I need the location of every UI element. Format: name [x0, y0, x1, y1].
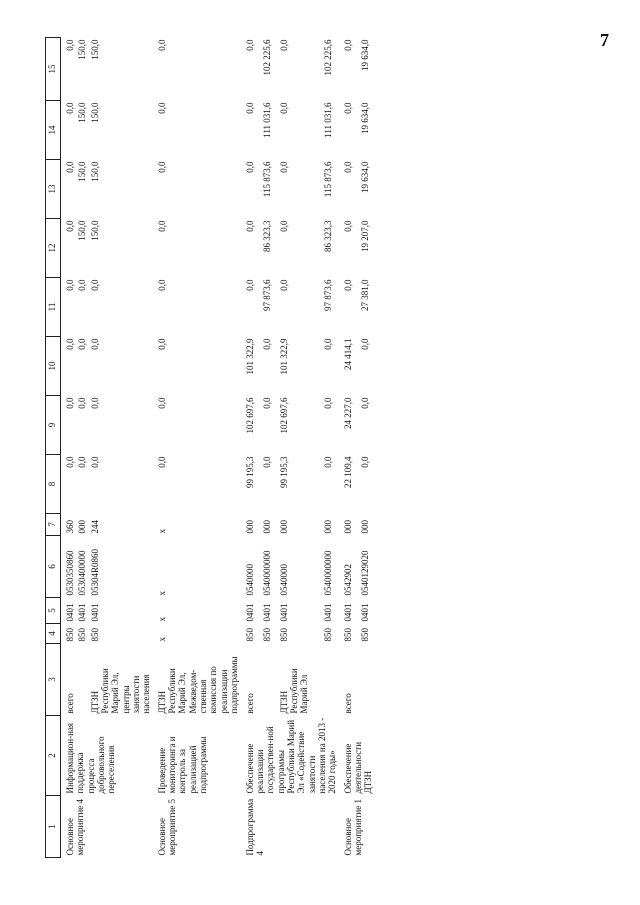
section-code-cell: 0401: [342, 603, 353, 622]
section-code-cell: 0401: [359, 603, 370, 622]
amount-cell: 0,0: [156, 397, 167, 409]
amount-cell: 27 381,0: [359, 279, 370, 311]
target-article-cell: 0530350860: [65, 550, 75, 596]
target-article-cell: 0530400000: [77, 550, 88, 596]
amount-cell: 0,0: [156, 161, 167, 173]
amount-cell: 0,0: [65, 161, 75, 173]
amount-cell: 0,0: [342, 102, 353, 114]
target-article-cell: х: [156, 591, 167, 596]
amount-cell: 150,0: [89, 220, 100, 241]
executor-cell: ДТЗН Республики Марий Эл: [278, 668, 310, 714]
table-body: [61, 38, 375, 858]
amount-cell: 0,0: [89, 456, 100, 468]
column-header-4: 4: [46, 624, 61, 644]
amount-cell: 150,0: [89, 39, 100, 60]
amount-cell: 97 873,6: [262, 279, 273, 311]
amount-cell: 0,0: [342, 161, 353, 173]
expense-type-cell: 000: [278, 520, 289, 534]
amount-cell: 150,0: [77, 102, 88, 123]
amount-cell: 0,0: [156, 220, 167, 232]
grbs-code-cell: 850: [262, 628, 273, 642]
grbs-code-cell: 850: [342, 628, 353, 642]
column-header-9: 9: [46, 396, 61, 455]
amount-cell: 150,0: [77, 39, 88, 60]
expense-type-cell: 000: [262, 520, 273, 534]
grbs-code-cell: 850: [89, 628, 100, 642]
amount-cell: 99 195,3: [244, 456, 255, 488]
grbs-code-cell: 850: [278, 628, 289, 642]
amount-cell: 0,0: [156, 456, 167, 468]
activity-type-cell: Основное мероприятие 4: [65, 799, 86, 856]
amount-cell: 19 634,0: [359, 102, 370, 134]
amount-cell: 0,0: [323, 456, 333, 468]
amount-cell: 111 031,6: [262, 102, 273, 138]
executor-cell: [359, 644, 375, 716]
amount-cell: 0,0: [156, 279, 167, 291]
amount-cell: 115 873,6: [262, 161, 273, 198]
amount-cell: 0,0: [65, 397, 75, 409]
amount-cell: 24 227,0: [342, 397, 353, 429]
amount-cell: 19 634,0: [359, 161, 370, 193]
column-header-3: 3: [46, 644, 61, 716]
amount-cell: 0,0: [65, 456, 75, 468]
amount-cell: 0,0: [89, 338, 100, 350]
amount-cell: 0,0: [156, 338, 167, 350]
target-article-cell: 0540000: [278, 564, 289, 596]
amount-cell: 150,0: [89, 102, 100, 123]
table-row: [61, 38, 77, 858]
activity-name-cell: Обеспечение реализации государствен-ной программы Республики Марий Эл «Содействие занятости населения на 2013 - 2020 годы»: [244, 717, 338, 794]
amount-cell: 115 873,6: [323, 161, 333, 198]
amount-cell: 102 697,6: [244, 397, 255, 434]
amount-cell: 111 031,6: [323, 102, 333, 138]
amount-cell: 24 414,1: [342, 338, 353, 370]
amount-cell: 0,0: [342, 39, 353, 51]
amount-cell: 102 225,6: [323, 39, 333, 76]
amount-cell: 0,0: [89, 279, 100, 291]
section-code-cell: х: [156, 617, 167, 622]
amount-cell: 0,0: [65, 220, 75, 232]
amount-cell: 0,0: [278, 39, 289, 51]
section-code-cell: 0401: [65, 603, 75, 622]
grbs-code-cell: х: [156, 637, 167, 642]
target-article-cell: 05304R0860: [89, 548, 100, 596]
expense-type-cell: 000: [342, 520, 353, 534]
amount-cell: 19 634,0: [359, 39, 370, 71]
column-header-5: 5: [46, 598, 61, 624]
target-article-cell: 0540000: [244, 564, 255, 596]
amount-cell: 99 195,3: [278, 456, 289, 488]
amount-cell: 0,0: [278, 102, 289, 114]
section-code-cell: 0401: [262, 603, 273, 622]
amount-cell: 0,0: [156, 39, 167, 51]
executor-cell: [261, 644, 278, 716]
executor-cell: ДТЗН Республики Марий Эл, Межведом-ственная комиссия по реализации подпрограммы: [156, 656, 240, 714]
amount-cell: 22 109,4: [342, 456, 353, 488]
amount-cell: 0,0: [65, 102, 75, 114]
executor-cell: всего: [244, 693, 255, 714]
section-code-cell: 0401: [244, 603, 255, 622]
column-header-2: 2: [46, 716, 61, 796]
target-article-cell: 0540000000: [323, 550, 333, 596]
amount-cell: 0,0: [65, 39, 75, 51]
amount-cell: 0,0: [342, 220, 353, 232]
amount-cell: 0,0: [359, 338, 370, 350]
section-code-cell: 0401: [278, 603, 289, 622]
column-header-8: 8: [46, 455, 61, 514]
table-row: [153, 38, 241, 858]
grbs-code-cell: 850: [323, 628, 333, 642]
column-header-15: 15: [46, 38, 61, 101]
expense-type-cell: 000: [244, 520, 255, 534]
expense-type-cell: 244: [89, 520, 100, 534]
expense-type-cell: х: [156, 529, 167, 534]
amount-cell: 0,0: [359, 456, 370, 468]
column-header-10: 10: [46, 337, 61, 396]
amount-cell: 0,0: [244, 39, 255, 51]
activity-name-cell: Обеспечение деятельности ДТЗН: [342, 741, 374, 794]
table-row: [241, 38, 262, 858]
amount-cell: 0,0: [342, 279, 353, 291]
column-header-6: 6: [46, 536, 61, 598]
amount-cell: 150,0: [77, 220, 88, 241]
amount-cell: 150,0: [89, 161, 100, 182]
amount-cell: 0,0: [77, 456, 88, 468]
expense-type-cell: 000: [77, 520, 88, 534]
amount-cell: 86 323,3: [262, 220, 273, 252]
amount-cell: 0,0: [65, 279, 75, 291]
activity-name-cell: Информацион-ная поддержка процесса добровольного переселения: [65, 722, 117, 794]
amount-cell: 19 207,0: [359, 220, 370, 252]
expense-type-cell: 000: [359, 520, 370, 534]
amount-cell: 0,0: [278, 279, 289, 291]
amount-cell: 101 322,9: [278, 338, 289, 375]
expense-type-cell: 360: [65, 520, 75, 534]
amount-cell: 0,0: [77, 279, 88, 291]
executor-cell: всего: [342, 693, 353, 714]
executor-cell: ДТЗН Республики Марий Эл, центры занятости населения: [89, 668, 152, 714]
activity-name-cell: Проведение мониторинга и контроль за реализацией подпрограммы: [156, 736, 209, 794]
amount-cell: 0,0: [262, 338, 273, 350]
column-header-7: 7: [46, 514, 61, 536]
amount-cell: 0,0: [244, 220, 255, 232]
executor-cell: [76, 644, 88, 716]
grbs-code-cell: 850: [244, 628, 255, 642]
activity-type-cell: Основное мероприятие 1: [342, 799, 363, 856]
amount-cell: 0,0: [278, 220, 289, 232]
amount-cell: 0,0: [262, 397, 273, 409]
amount-cell: 0,0: [156, 102, 167, 114]
amount-cell: 0,0: [323, 338, 333, 350]
column-header-12: 12: [46, 219, 61, 278]
section-code-cell: 0401: [323, 603, 333, 622]
amount-cell: 0,0: [244, 279, 255, 291]
target-article-cell: 0542902: [342, 564, 353, 596]
amount-cell: 0,0: [278, 161, 289, 173]
budget-table: [45, 37, 375, 858]
target-article-cell: 0540129020: [359, 550, 370, 596]
amount-cell: 0,0: [65, 338, 75, 350]
page-number: 7: [600, 30, 609, 50]
target-article-cell: 0540000000: [262, 550, 273, 596]
executor-cell: всего: [65, 693, 75, 714]
activity-type-cell: Подпрограмма 4: [244, 798, 265, 856]
column-header-13: 13: [46, 160, 61, 219]
activity-type-cell: Основное мероприятие 5: [156, 799, 178, 856]
amount-cell: 150,0: [77, 161, 88, 182]
amount-cell: 97 873,6: [323, 279, 333, 311]
amount-cell: 86 323,3: [323, 220, 333, 252]
amount-cell: 102 225,6: [262, 39, 273, 76]
amount-cell: 101 322,9: [244, 338, 255, 375]
grbs-code-cell: 850: [359, 628, 370, 642]
executor-cell: [322, 644, 339, 716]
amount-cell: 0,0: [89, 397, 100, 409]
grbs-code-cell: 850: [77, 628, 88, 642]
amount-cell: 0,0: [77, 338, 88, 350]
grbs-code-cell: 850: [65, 628, 75, 642]
rotated-table-container: [45, 38, 605, 858]
column-header-14: 14: [46, 101, 61, 160]
amount-cell: 0,0: [244, 161, 255, 173]
amount-cell: 0,0: [262, 456, 273, 468]
column-header-1: 1: [46, 796, 61, 858]
amount-cell: 102 697,6: [278, 397, 289, 434]
expense-type-cell: 000: [323, 520, 333, 534]
header-row: [46, 38, 61, 858]
amount-cell: 0,0: [77, 397, 88, 409]
table-row: [339, 38, 359, 858]
section-code-cell: 0401: [77, 603, 88, 622]
amount-cell: 0,0: [244, 102, 255, 114]
amount-cell: 0,0: [323, 397, 333, 409]
column-header-11: 11: [46, 278, 61, 337]
amount-cell: 0,0: [359, 397, 370, 409]
section-code-cell: 0401: [89, 603, 100, 622]
